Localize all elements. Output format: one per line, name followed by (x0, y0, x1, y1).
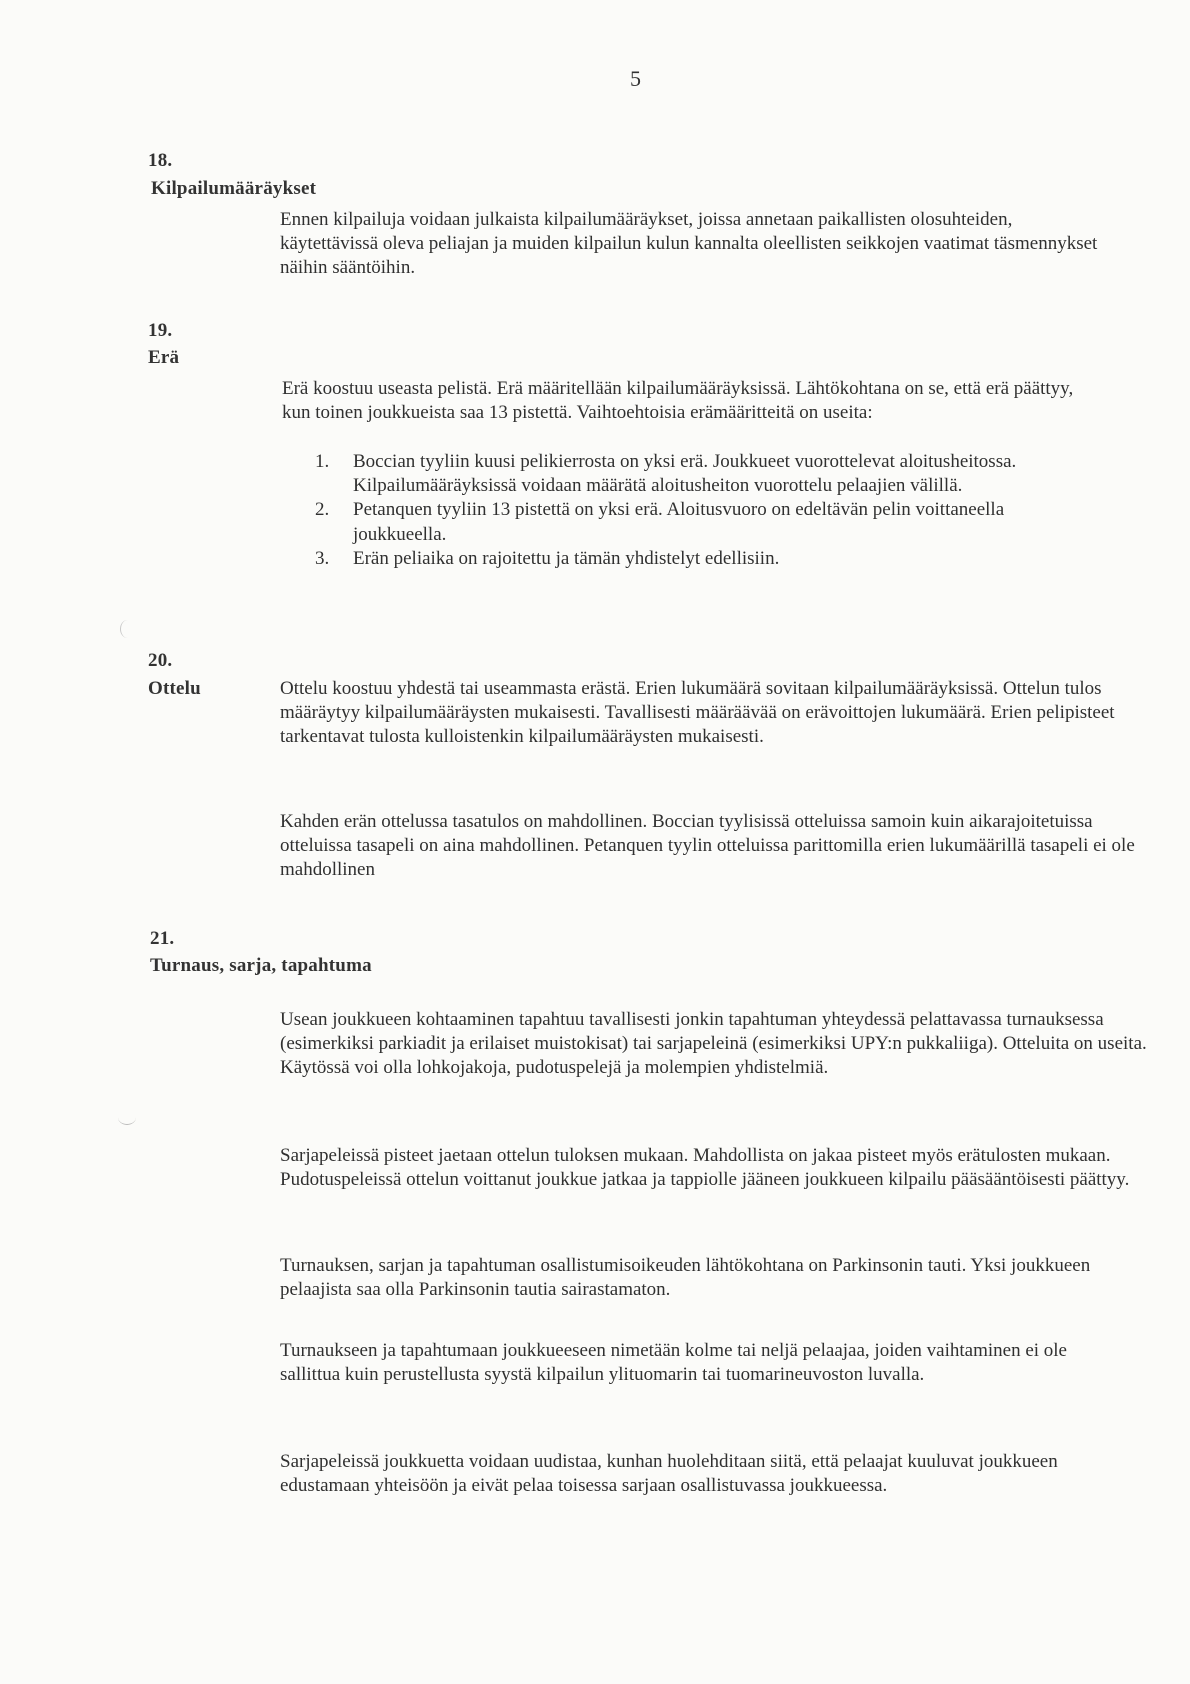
section-20-paragraph-1: Ottelu koostuu yhdestä tai useammasta erästä. Erien lukumäärä sovitaan kilpailumääräyksissä. Ottelun tulos määräytyy kilpailumääräysten mukaisesti. Tavallisesti määräävää on erävoittojen lukumäärä. Erien pelipisteet tarkentavat tulosta kulloistenkin kilpailumääräysten mukaisesti. (280, 678, 1115, 748)
section-19-number: 19. (148, 320, 173, 341)
section-18-title: Kilpailumääräykset (151, 178, 317, 199)
page-number: 5 (630, 66, 641, 91)
section-21-paragraph-5: Sarjapeleissä joukkuetta voidaan uudistaa, kunhan huolehditaan siitä, että pelaajat kuuluvat joukkueen edustamaan yhteisöön ja eivät pelaa toisessa sarjaan osallistuvassa joukkueessa. (280, 1451, 1058, 1497)
section-21-paragraph-1: Usean joukkueen kohtaaminen tapahtuu tavallisesti jonkin tapahtuman yhteydessä pelattavassa turnauksessa (esimerkiksi parkiadit ja erilaiset muistokisat) tai sarjapeleinä (esimerkiksi UPY:n pukkaliiga). Otteluita on useita. Käytössä voi olla lohkojakoja, pudotuspelejä ja molempien yhdistelmiä. (280, 1009, 1147, 1079)
list-item (315, 498, 1095, 546)
section-21-title: Turnaus, sarja, tapahtuma (150, 955, 372, 976)
list-item-number: 3. (315, 547, 330, 569)
section-19-list (315, 450, 1095, 571)
section-19-title: Erä (148, 347, 180, 368)
section-21-number: 21. (150, 928, 175, 949)
section-20-title: Ottelu (148, 678, 201, 699)
section-19-paragraph: Erä koostuu useasta pelistä. Erä määritellään kilpailumääräyksissä. Lähtökohtana on se, että erä päättyy, kun toinen joukkueista saa 13 pistettä. Vaihtoehtoisia erämääritteitä on useita: (282, 378, 1074, 424)
section-20-paragraph-2: Kahden erän ottelussa tasatulos on mahdollinen. Boccian tyylisissä otteluissa samoin kuin aikarajoitetuissa otteluissa tasapeli on aina mahdollinen. Petanquen tyylin otteluissa parittomilla erien lukumäärillä tasapeli ei ole mahdollinen (280, 811, 1135, 881)
section-18-number: 18. (148, 150, 173, 171)
scan-artifact-mark (120, 620, 135, 638)
scan-artifact-mark (118, 1110, 136, 1125)
list-item-text: Boccian tyyliin kuusi pelikierrosta on yksi erä. Joukkueet vuorottelevat aloitusheitossa. Kilpailumääräyksissä voidaan määrätä aloitusheiton vuorottelu pelaajien välillä. (353, 451, 1017, 497)
section-21-paragraph-4: Turnaukseen ja tapahtumaan joukkueeseen nimetään kolme tai neljä pelaajaa, joiden vaihtaminen ei ole sallittua kuin perustellusta syystä kilpailun ylituomarin tai tuomarineuvoston luvalla. (280, 1340, 1067, 1386)
list-item (315, 450, 1095, 498)
section-20-number: 20. (148, 650, 173, 671)
list-item-text: Petanquen tyyliin 13 pistettä on yksi erä. Aloitusvuoro on edeltävän pelin voittaneella joukkueella. (353, 499, 1005, 545)
list-item (315, 547, 1095, 571)
section-18-paragraph: Ennen kilpailuja voidaan julkaista kilpailumääräykset, joissa annetaan paikallisten olosuhteiden, käytettävissä oleva peliajan ja muiden kilpailun kulun kannalta oleellisten seikkojen vaatimat täsmennykset näihin sääntöihin. (280, 209, 1098, 279)
section-21-paragraph-2: Sarjapeleissä pisteet jaetaan ottelun tuloksen mukaan. Mahdollista on jakaa pisteet myös erätulosten mukaan. Pudotuspeleissä ottelun voittanut joukkue jatkaa ja tappiolle jääneen joukkueen kilpailu pääsääntöisesti päättyy. (280, 1145, 1130, 1191)
list-item-text: Erän peliaika on rajoitettu ja tämän yhdistelyt edellisiin. (353, 547, 780, 569)
list-item-number: 1. (315, 451, 330, 472)
section-21-paragraph-3: Turnauksen, sarjan ja tapahtuman osallistumisoikeuden lähtökohtana on Parkinsonin tauti. Yksi joukkueen pelaajista saa olla Parkinsonin tautia sairastamaton. (280, 1255, 1091, 1301)
list-item-number: 2. (315, 499, 330, 521)
